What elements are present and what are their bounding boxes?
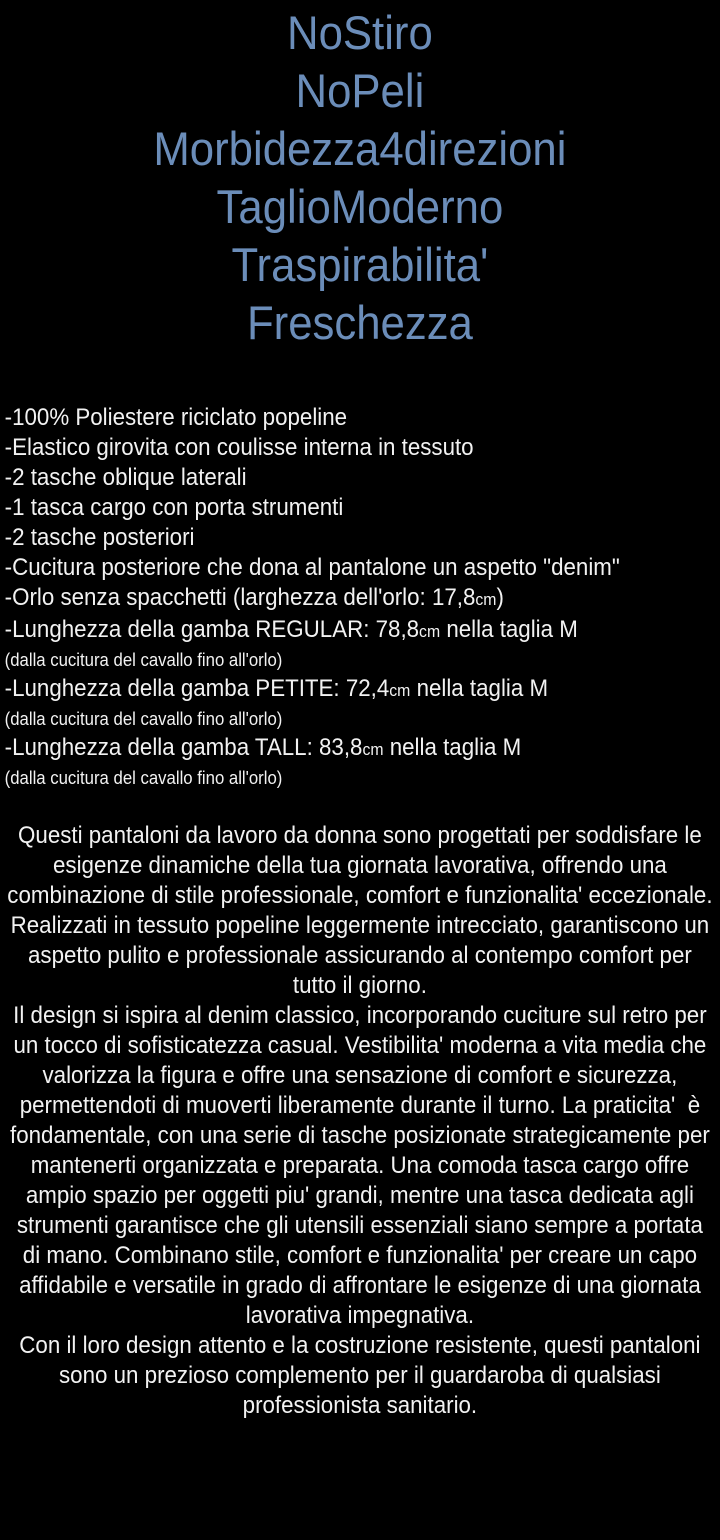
spec-unit: cm bbox=[475, 590, 497, 609]
spec-text: -Lunghezza della gamba PETITE: 72,4 bbox=[4, 675, 390, 702]
spec-item bbox=[5, 433, 720, 463]
spec-item bbox=[5, 463, 720, 493]
description-paragraph: Il design si ispira al denim classico, incorporando cuciture sul retro per un tocco di sofisticatezza casual. Vestibilita' moderna a vita media che valorizza la figura e offre una sensazione di comfort e sicurezza, permettendoti di muoverti liberamente durante il turno. La praticita' è fondamentale, con una serie di tasche posizionate strategicamente per mantenerti organizzata e preparata. Una comoda tasca cargo offre ampio spazio per oggetti piu' grandi, mentre una tasca dedicata agli strumenti garantisce che gli utensili essenziali siano sempre a portata di mano. Combinano stile, comfort e funzionalita' per creare un capo affidabile e versatile in grado di affrontare le esigenze di una giornata lavorativa impegnativa. bbox=[10, 1002, 717, 1329]
description-paragraph: Con il loro design attento e la costruzione resistente, questi pantaloni sono un prezioso complemento per il guardaroba di qualsiasi professionista sanitario. bbox=[19, 1332, 707, 1419]
feature-headline: Morbidezza4direzioni bbox=[153, 122, 567, 175]
spec-text: -2 tasche posteriori bbox=[4, 524, 195, 551]
spec-item bbox=[5, 674, 720, 706]
spec-text: nella taglia M bbox=[410, 675, 549, 702]
spec-unit: cm bbox=[389, 681, 411, 700]
spec-subnote: (dalla cucitura del cavallo fino all'orlo) bbox=[4, 650, 283, 670]
description-paragraph: Realizzati in tessuto popeline leggermente intrecciato, garantiscono un aspetto pulito e professionale assicurando al contempo comfort per tutto il giorno. bbox=[10, 912, 716, 999]
spec-text: -Lunghezza della gamba TALL: 83,8 bbox=[4, 734, 363, 761]
spec-subnote: (dalla cucitura del cavallo fino all'orlo) bbox=[4, 709, 283, 729]
feature-headline: Traspirabilita' bbox=[231, 238, 489, 291]
spec-unit: cm bbox=[362, 740, 384, 759]
feature-headline: NoPeli bbox=[295, 64, 425, 117]
spec-text: nella taglia M bbox=[383, 734, 522, 761]
spec-text: -Orlo senza spacchetti (larghezza dell'orlo: 17,8 bbox=[4, 584, 476, 611]
spec-item bbox=[5, 523, 720, 553]
spec-text: -Elastico girovita con coulisse interna in tessuto bbox=[4, 434, 474, 461]
spec-item bbox=[5, 583, 720, 615]
spec-text: ) bbox=[496, 584, 504, 611]
spec-text: -Cucitura posteriore che dona al pantalone un aspetto "denim" bbox=[4, 554, 620, 581]
feature-headline: Freschezza bbox=[246, 296, 473, 349]
feature-headline: NoStiro bbox=[287, 6, 433, 59]
spec-text: -100% Poliestere riciclato popeline bbox=[4, 404, 348, 431]
description-paragraphs bbox=[0, 821, 720, 1421]
spec-text: -Lunghezza della gamba REGULAR: 78,8 bbox=[4, 616, 420, 643]
spec-item bbox=[5, 615, 720, 647]
feature-headline: TaglioModerno bbox=[216, 180, 504, 233]
spec-unit: cm bbox=[419, 622, 441, 641]
spec-item bbox=[5, 403, 720, 433]
spec-text: nella taglia M bbox=[440, 616, 578, 643]
feature-headlines bbox=[0, 0, 720, 352]
spec-text: -2 tasche oblique laterali bbox=[4, 464, 247, 491]
spec-item bbox=[5, 553, 720, 583]
spec-item bbox=[5, 733, 720, 765]
spec-subnote: (dalla cucitura del cavallo fino all'orlo) bbox=[4, 768, 283, 788]
description-paragraph: Questi pantaloni da lavoro da donna sono progettati per soddisfare le esigenze dinamiche della tua giornata lavorativa, offrendo una combinazione di stile professionale, comfort e funzionalita' eccezionale. bbox=[7, 822, 713, 909]
spec-item bbox=[5, 493, 720, 523]
specs-list bbox=[0, 403, 720, 792]
spec-text: -1 tasca cargo con porta strumenti bbox=[4, 494, 344, 521]
